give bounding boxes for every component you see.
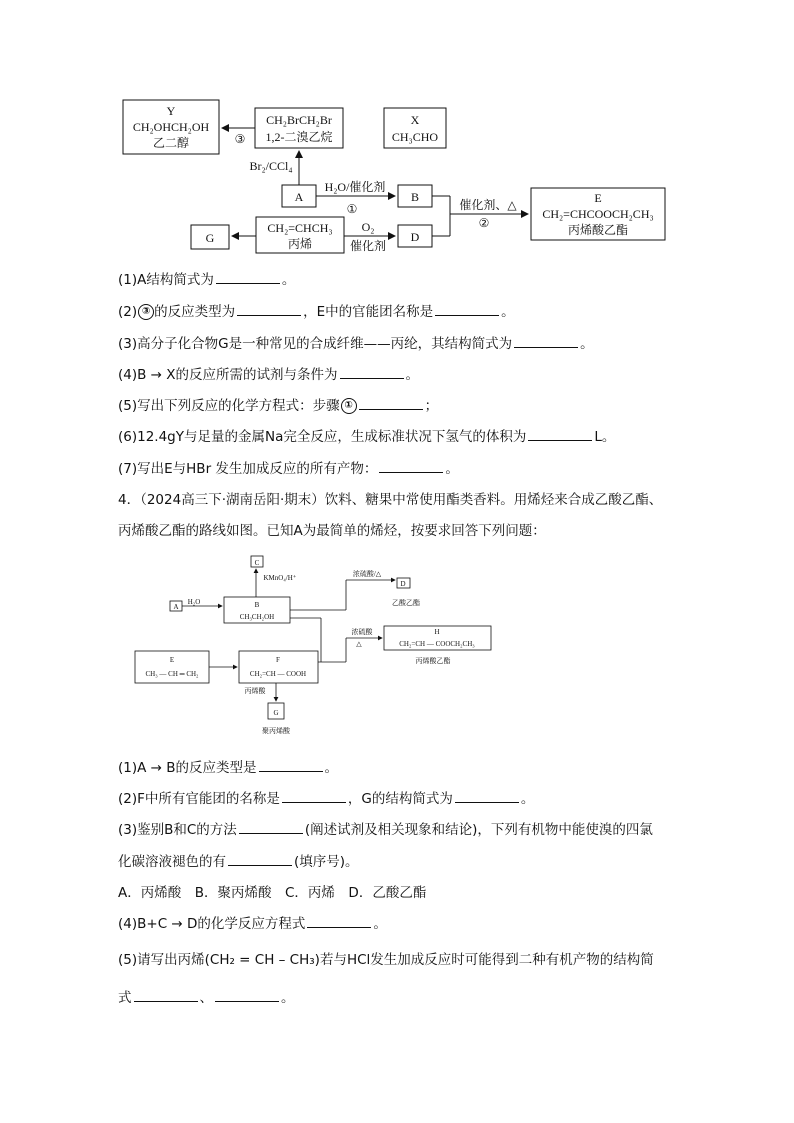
box-d: D [410, 230, 420, 244]
box-f-line2: CH₂=CH — COOH [249, 670, 307, 678]
label-heat: △ [356, 640, 362, 648]
circled-3-icon: ③ [138, 304, 154, 320]
box-c: C [254, 559, 260, 567]
box-e-line2: CH₂=CHCOOCH₂CH₃ [542, 207, 654, 221]
box-dibromo-line1: CH₂BrCH₂Br [266, 113, 332, 127]
answer-blank[interactable] [216, 271, 280, 284]
answer-blank[interactable] [239, 821, 303, 834]
label-cat-d: 催化剂 [349, 239, 387, 253]
answer-blank[interactable] [379, 460, 443, 473]
label-br2-ccl4: Br₂/CCl₄ [249, 159, 293, 173]
box-b-line2: CH₃CH₂OH [239, 613, 275, 621]
box-b: B [410, 190, 420, 204]
label-kmno4: KMnO₄/H⁺ [263, 574, 297, 582]
box-propene-line2: 丙烯 [287, 237, 313, 251]
answer-blank[interactable] [514, 335, 578, 348]
answer-blank[interactable] [237, 303, 301, 316]
box-h-line2: CH₂=CH — COOCH₂CH₃ [399, 640, 475, 648]
question-1-5: (5)写出下列反应的化学方程式：步骤 ① ； [118, 398, 439, 414]
box-g: G [273, 709, 279, 717]
label-conc-h2so4-2: 浓硫酸 [351, 628, 373, 636]
answer-blank[interactable] [340, 366, 404, 379]
answer-blank[interactable] [134, 989, 198, 1002]
box-f-line1: F [276, 656, 280, 664]
label-conc-h2so4-1: 浓硫酸/△ [352, 570, 382, 578]
question-1-7: (7)写出E与HBr 发生加成反应的所有产物： 。 [118, 461, 459, 477]
box-e-line3: 丙烯酸乙酯 [567, 223, 629, 237]
question-2-3-options: A．丙烯酸 B．聚丙烯酸 C．丙烯 D．乙酸乙酯 [118, 885, 427, 901]
circled-1-icon: ① [341, 398, 357, 414]
answer-blank[interactable] [528, 428, 592, 441]
box-a: A [173, 603, 179, 611]
question-2-2: (2)F中所有官能团的名称是 ，G的结构简式为 。 [118, 791, 535, 807]
label-cat-heat: 催化剂、△ [459, 198, 517, 212]
label-h2o: H₂O [187, 598, 201, 606]
answer-blank[interactable] [455, 790, 519, 803]
synthesis-diagram-2 [0, 550, 794, 750]
box-h-line1: H [434, 628, 440, 636]
label-o2: O₂ [361, 220, 375, 234]
answer-blank[interactable] [435, 303, 499, 316]
box-y-line2: CH₂OHCH₂OH [132, 120, 210, 134]
label-h2o-cat: H₂O/催化剂 [324, 180, 386, 194]
box-e-line1: E [169, 656, 175, 664]
answer-blank[interactable] [282, 790, 346, 803]
label-step3: ③ [234, 132, 246, 146]
question-2-3: (3)鉴别B和C的方法 (阐述试剂及相关现象和结论)，下列有机物中能使溴的四氯 [118, 822, 653, 838]
label-step2: ② [478, 216, 490, 230]
box-x-line2: CH₃CHO [391, 130, 439, 144]
label-step1: ① [346, 202, 358, 216]
question-1-3: (3)高分子化合物G是一种常见的合成纤维——丙纶，其结构简式为 。 [118, 336, 594, 352]
question-1-6: (6)12.4gY与足量的金属Na完全反应，生成标准状况下氢气的体积为 L。 [118, 429, 616, 445]
label-ethyl-acetate: 乙酸乙酯 [392, 599, 420, 607]
box-b-line1: B [254, 601, 260, 609]
label-polyacrylic-acid: 聚丙烯酸 [262, 727, 290, 735]
answer-blank[interactable] [359, 397, 423, 410]
question-1-4: (4)B → X的反应所需的试剂与条件为 。 [118, 367, 420, 383]
box-y-line3: 乙二醇 [152, 136, 190, 150]
label-ethyl-acrylate: 丙烯酸乙酯 [415, 657, 451, 665]
answer-blank[interactable] [259, 759, 323, 772]
question-1-1: (1)A结构简式为 。 [118, 272, 296, 288]
answer-blank[interactable] [215, 989, 279, 1002]
question-2-5: (5)请写出丙烯(CH₂ = CH – CH₃)若与HCl发生加成反应时可能得到二种有机产物的结构简 [118, 952, 654, 968]
box-g: G [205, 231, 215, 245]
question-2-3-cont: 化碳溶液褪色的有 (填序号)。 [118, 854, 359, 870]
box-y-line1: Y [166, 104, 176, 118]
box-e-line2: CH₃ — CH ═ CH₂ [145, 670, 199, 678]
question-2-1: (1)A → B的反应类型是 。 [118, 760, 339, 776]
box-dibromo-line2: 1,2-二溴乙烷 [265, 130, 333, 144]
problem-4-intro-line1: 4．（2024高三下·湖南岳阳·期末）饮料、糖果中常使用酯类香料。用烯烃来合成乙酸乙酯、 [118, 492, 663, 508]
question-2-4: (4)B+C → D的化学反应方程式 。 [118, 916, 387, 932]
box-a: A [294, 190, 304, 204]
question-1-2: (2) ③ 的反应类型为 ，E中的官能团名称是 。 [118, 304, 515, 320]
answer-blank[interactable] [307, 915, 371, 928]
box-x-line1: X [410, 113, 420, 127]
box-propene-line1: CH₂=CHCH₃ [267, 221, 333, 235]
question-2-5-cont: 式 、 。 [118, 990, 295, 1006]
answer-blank[interactable] [228, 853, 292, 866]
box-d: D [400, 580, 406, 588]
problem-4-intro-line2: 丙烯酸乙酯的路线如图。已知A为最简单的烯烃，按要求回答下列问题： [118, 523, 546, 539]
label-acrylic-acid: 丙烯酸 [244, 687, 266, 695]
box-e-line1: E [594, 191, 602, 205]
